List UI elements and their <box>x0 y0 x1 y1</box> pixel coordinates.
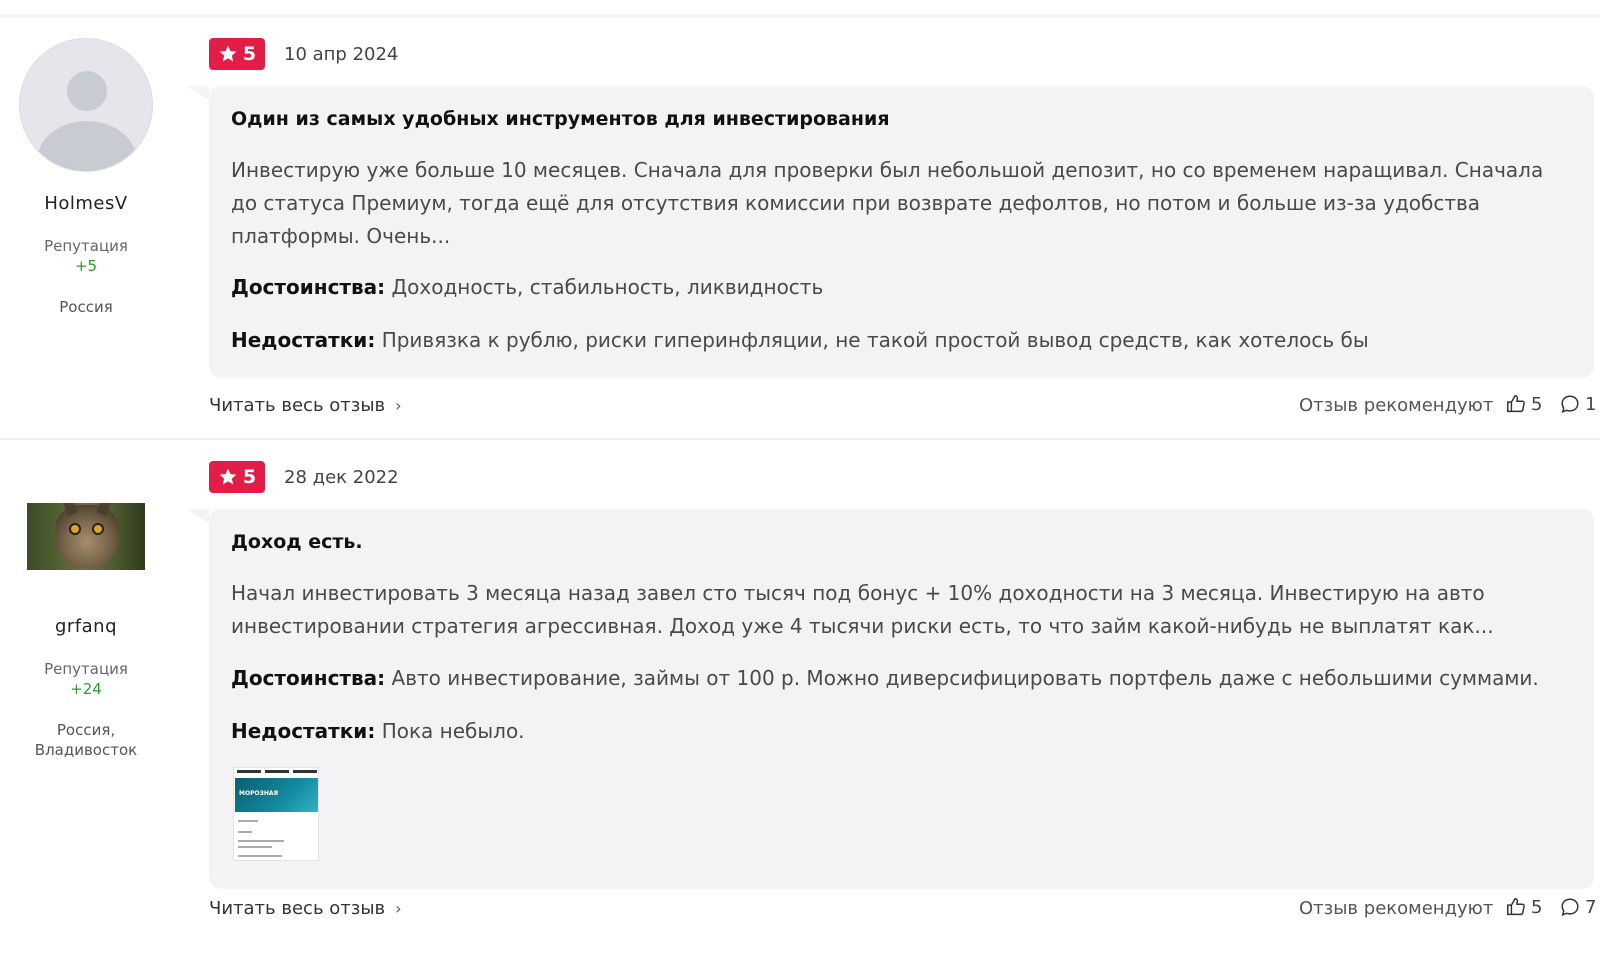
review-body <box>209 86 1594 378</box>
review-card <box>0 0 1600 438</box>
comments-button[interactable] <box>1559 393 1596 415</box>
pros-text: Авто инвестирование, займы от 100 р. Можно диверсифицировать портфель даже с небольшими суммами. <box>391 666 1539 690</box>
rating-badge <box>209 38 265 70</box>
location-country: Россия, <box>56 721 116 739</box>
comment-icon <box>1559 896 1581 918</box>
attachment-thumbnail[interactable] <box>233 767 319 861</box>
likes-count: 5 <box>1531 896 1543 918</box>
username[interactable]: grfanq <box>54 616 118 637</box>
review-cons <box>231 328 1369 352</box>
review-pros <box>231 666 1539 690</box>
pros-text: Доходность, стабильность, ликвидность <box>391 275 824 299</box>
reputation-value: +5 <box>74 257 98 275</box>
comments-count: 7 <box>1585 896 1597 918</box>
pros-label: Достоинства: <box>231 275 386 299</box>
cons-label: Недостатки: <box>231 328 376 352</box>
rating-value: 5 <box>242 43 257 65</box>
comments-count: 1 <box>1585 393 1597 415</box>
recommend-label: Отзыв рекомендуют <box>1299 898 1494 919</box>
review-title[interactable]: Один из самых удобных инструментов для инвестирования <box>231 108 890 130</box>
likes-count: 5 <box>1531 393 1543 415</box>
read-more-label: Читать весь отзыв <box>209 898 386 919</box>
avatar[interactable] <box>27 503 145 570</box>
chevron-right-icon: › <box>395 899 402 918</box>
like-button[interactable] <box>1505 896 1542 918</box>
read-full-review-link[interactable] <box>209 898 402 919</box>
review-pros <box>231 275 823 299</box>
like-button[interactable] <box>1505 393 1542 415</box>
avatar[interactable] <box>19 38 153 172</box>
rating-value: 5 <box>242 466 257 488</box>
read-more-label: Читать весь отзыв <box>209 395 386 416</box>
reputation-label: Репутация <box>44 237 128 255</box>
pros-label: Достоинства: <box>231 666 386 690</box>
reputation-label: Репутация <box>44 660 128 678</box>
reputation-value: +24 <box>70 680 102 698</box>
cons-text: Привязка к рублю, риски гиперинфляции, не такой простой вывод средств, как хотелось бы <box>381 328 1369 352</box>
review-cons <box>231 719 525 743</box>
review-date: 10 апр 2024 <box>284 44 399 65</box>
cons-text: Пока небыло. <box>381 719 525 743</box>
author-location: Россия <box>59 298 113 316</box>
thumbs-up-icon <box>1505 896 1527 918</box>
review-title[interactable]: Доход есть. <box>231 531 363 553</box>
review-card <box>0 440 1600 953</box>
recommend-label: Отзыв рекомендуют <box>1299 395 1494 416</box>
read-full-review-link[interactable] <box>209 395 402 416</box>
comment-icon <box>1559 393 1581 415</box>
author-location <box>0 720 172 760</box>
chevron-right-icon: › <box>395 396 402 415</box>
location-city: Владивосток <box>34 741 138 759</box>
review-text: Начал инвестировать 3 месяца назад завел сто тысяч под бонус + 10% доходности на 3 месяца. Инвестирую на авто инвестировании стратегия агрессивная. Доход уже 4 тысячи риски есть, то что займ какой-нибудь не выплатят как... <box>231 581 1494 638</box>
rating-badge <box>209 461 265 493</box>
review-body <box>209 509 1594 889</box>
star-icon <box>218 467 238 487</box>
review-text: Инвестирую уже больше 10 месяцев. Сначала для проверки был небольшой депозит, но со временем наращивал. Сначала до статуса Премиум, тогда ещё для отсутствия комиссии при возврате дефолтов, но потом и больше из-за удобства платформы. Очень... <box>231 158 1544 248</box>
cons-label: Недостатки: <box>231 719 376 743</box>
review-date: 28 дек 2022 <box>284 467 399 488</box>
attachment-caption: МОРОЗНАЯ <box>239 790 279 797</box>
username[interactable]: HolmesV <box>44 193 128 214</box>
thumbs-up-icon <box>1505 393 1527 415</box>
star-icon <box>218 44 238 64</box>
comments-button[interactable] <box>1559 896 1596 918</box>
owl-photo <box>55 505 119 567</box>
